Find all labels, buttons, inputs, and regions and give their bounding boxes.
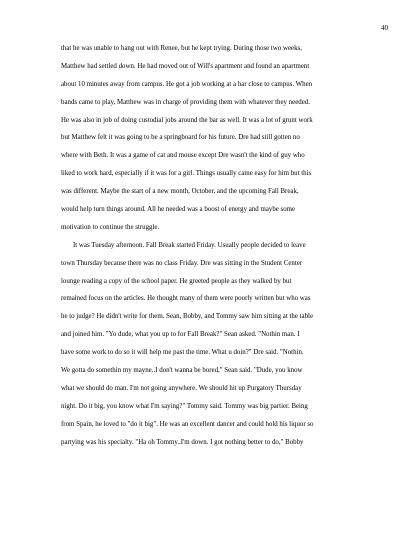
paragraph-2 — [61, 237, 359, 452]
text-line: It was Tuesday afternoon. Fall Break started Friday. Usually people decided to leave — [73, 241, 306, 249]
text-line: would help turn things around. All he needed was a boost of energy and maybe some — [61, 206, 296, 214]
text-line: about 10 minutes away from campus. He got a job working at a bar close to campus. When — [61, 80, 313, 88]
text-line: where with Beth. It was a game of cat and mouse except Dre wasn't the kind of guy who — [61, 152, 305, 160]
text-line: what we should do man. I'm not going anywhere. We should hit up Purgatory Thursday — [61, 384, 302, 392]
text-line: remained focus on the articles. He thought many of them were poorly written but who was — [61, 295, 311, 303]
body-text — [61, 40, 359, 451]
paragraph-1 — [61, 40, 359, 237]
text-line: lounge reading a copy of the school paper. He greeted people as they walked by but — [61, 277, 292, 285]
text-line: He was also in job of doing custodial jobs around the bar as well. It was a lot of grunt work — [61, 116, 313, 124]
text-line: but Matthew felt it was going to be a springboard for his future. Dre had still gotten no — [61, 134, 300, 142]
text-line: Matthew had settled down. He had moved out of Will's apartment and found an apartment — [61, 62, 310, 70]
text-line: town Thursday because there was no class Friday. Dre was sitting in the Student Center — [61, 259, 303, 267]
text-line: partying was his specialty. "Ha oh Tommy..I'm down. I got nothing better to do," Bobby — [61, 438, 304, 446]
text-line: night. Do it big, you know what I'm saying?" Tommy said. Tommy was big partier. Being — [61, 402, 308, 410]
text-line: liked to work hard, especially if it was for a girl. Things usually came easy for him but this — [61, 170, 312, 178]
text-line: he to judge? He didn't write for them. Sean, Bobby, and Tommy saw him sitting at the table — [61, 313, 314, 321]
text-line: motivation to continue the struggle. — [61, 223, 160, 231]
text-line: have some work to do so it will help me past the time. What u doin?" Dre said. "Nothin. — [61, 349, 304, 357]
text-line: We gotta do somethin my mayne..I don't wanna be bored," Sean said. "Dude, you know — [61, 367, 303, 375]
text-line: bands came to play, Matthew was in charge of providing them with whatever they needed. — [61, 98, 310, 106]
page-number: 40 — [381, 24, 388, 32]
text-line: and joined him. "Yo dude, what you up to for Fall Break?" Sean asked. "Nothin man. I — [61, 331, 300, 339]
text-line: that he was unable to hang out with Renee, but he kept trying. During those two weeks, — [61, 45, 302, 52]
text-line: was different. Maybe the start of a new month, October, and the upcoming Fall Break, — [61, 188, 299, 196]
text-line: from Spain, he loved to "do it big". He was an excellent dancer and could hold his liquor so — [61, 420, 314, 428]
